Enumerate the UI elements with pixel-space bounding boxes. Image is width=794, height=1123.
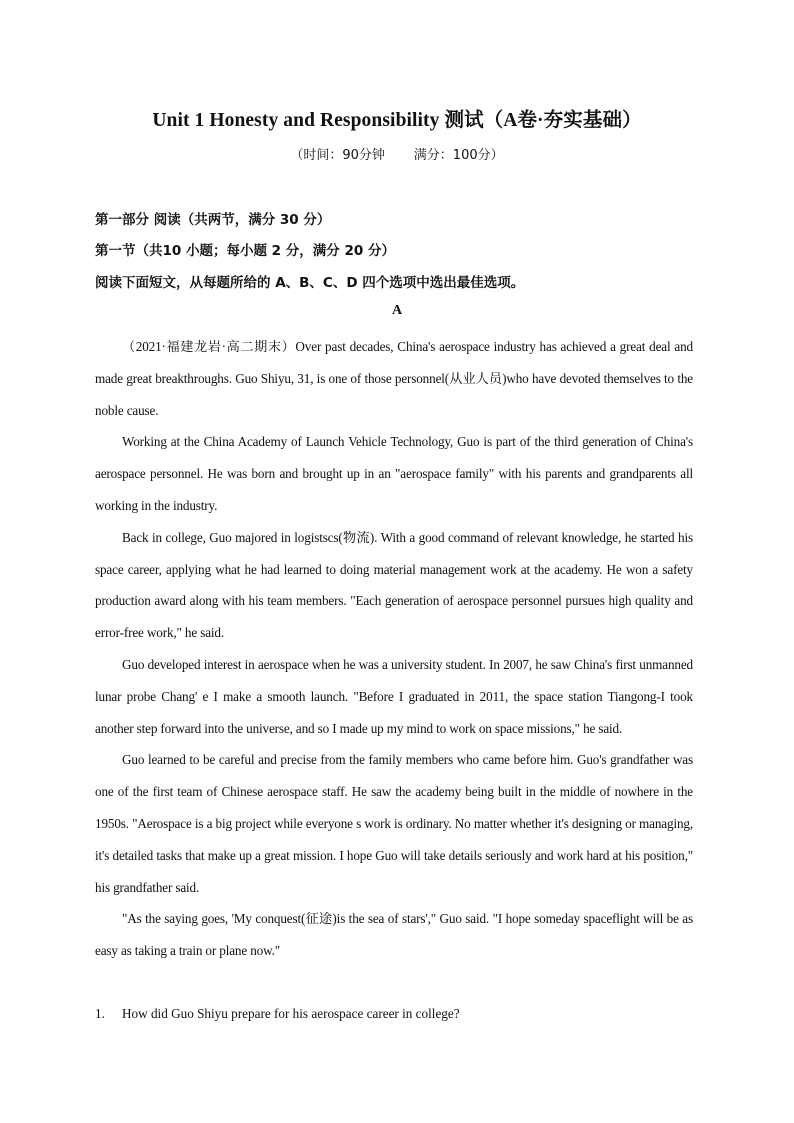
question-number: 1. <box>95 1006 105 1021</box>
paragraph: Working at the China Academy of Launch Vehicle Technology, Guo is part of the third generation of China's aerospace personnel. He was born and brought up in an "aerospace family" with his parents and grandparents all working in the industry. <box>95 434 693 513</box>
passage-body <box>95 331 693 967</box>
passage-label: A <box>391 303 403 318</box>
paragraph: Guo learned to be careful and precise from the family members who came before him. Guo's grandfather was one of the first team of Chinese aerospace staff. He saw the academy being built in the middle of nowhere in the 1950s. "Aerospace is a big project while everyone s work is ordinary. No matter whether it's designing or managing, it's detailed tasks that make up a great mission. I hope Guo will take details seriously and work hard at his position," his grandfather said. <box>95 752 693 895</box>
page-title: Unit 1 Honesty and Responsibility 测试（A卷·夯实基础） <box>152 110 642 131</box>
exam-time-score: （时间：90分钟 满分：100分） <box>290 148 504 163</box>
paragraph: "As the saying goes, 'My conquest(征途)is the sea of stars'," Guo said. "I hope someday spaceflight will be as easy as taking a train or plane now." <box>95 911 693 959</box>
paragraph: （2021·福建龙岩·高二期末）Over past decades, China's aerospace industry has achieved a great deal and made great breakthroughs. Guo Shiyu, 31, is one of those personnel(从业人员)who have devoted themselves to the noble cause. <box>95 339 693 418</box>
question-item <box>95 998 693 1030</box>
instruction-text: 阅读下面短文，从每题所给的 A、B、C、D 四个选项中选出最佳选项。 <box>95 275 525 291</box>
paragraph: Back in college, Guo majored in logistscs(物流). With a good command of relevant knowledge, he started his space career, applying what he had learned to doing material management work at the academy. He won a safety production award along with his team members. "Each generation of aerospace personnel pursues high quality and error-free work," he said. <box>95 529 693 641</box>
section-heading: 第一节（共10 小题；每小题 2 分，满分 20 分） <box>95 243 395 259</box>
paragraph: Guo developed interest in aerospace when he was a university student. In 2007, he saw China's first unmanned lunar probe Chang' e I make a smooth launch. "Before I graduated in 2011, the space station Tiangong-I took another step forward into the universe, and so I made up my mind to work on space missions," he said. <box>95 656 693 736</box>
part-heading: 第一部分 阅读（共两节，满分 30 分） <box>95 212 331 228</box>
question-text: How did Guo Shiyu prepare for his aerospace career in college? <box>122 1006 460 1021</box>
